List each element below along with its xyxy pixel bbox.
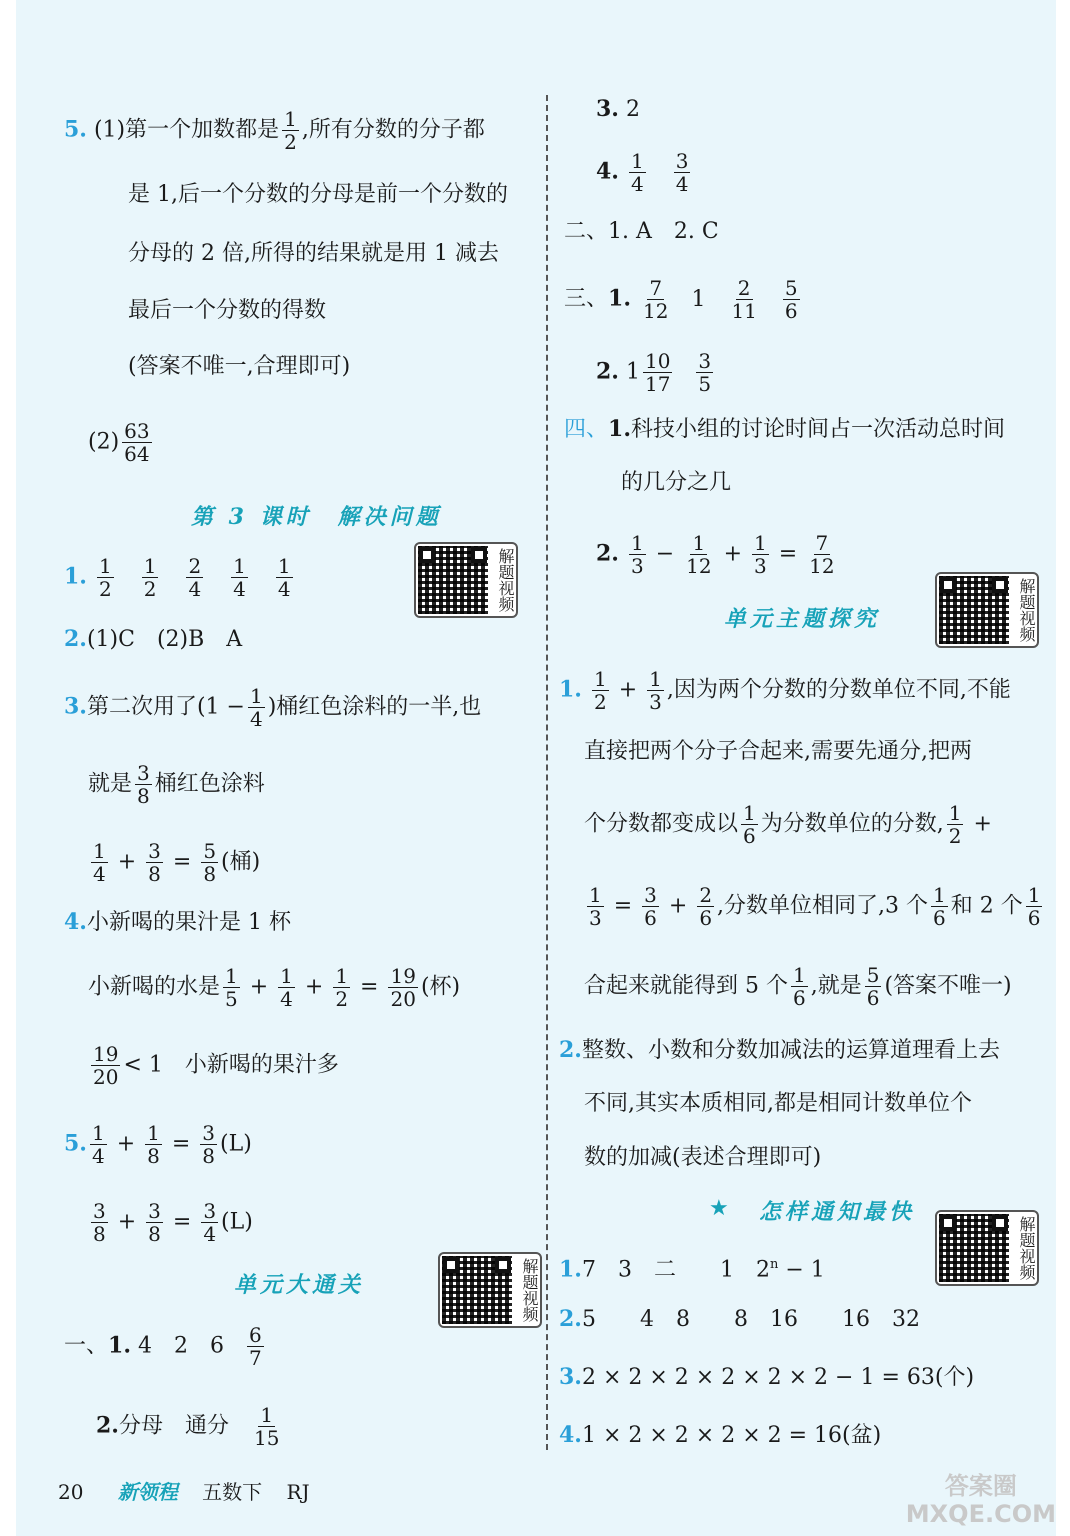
section-title-notify: 怎样通知最快: [759, 1199, 916, 1225]
qr-code-icon: [442, 1256, 512, 1324]
th-q2-line3: 数的加减(表述合理即可): [584, 1145, 822, 1170]
fraction: $\frac{1}{5}$: [225, 964, 238, 1011]
th-q2-line2: 不同,其实本质相同,都是相同计数单位个: [584, 1091, 972, 1116]
l3-q4-line1: 4.小新喝的果汁是 1 杯: [64, 909, 291, 935]
fraction: $\frac{2}{11}$: [731, 276, 757, 323]
qr-code-icon: [939, 576, 1009, 644]
l3-q3-line1: 3.第二次用了(1 − $\frac{1}{4}$ )桶红色涂料的一半,也: [64, 684, 482, 731]
l3-q5-eq2: $\frac{3}{8}$ + $\frac{3}{8}$ = $\frac{3}{4}$ (L): [93, 1199, 253, 1246]
q5-part1-line1: 5. (1)第一个加数都是 $\frac{1}{2}$ ,所有分数的分子都: [64, 107, 485, 154]
fraction: $\frac{1}{3}$: [589, 883, 602, 930]
fraction: $\frac{1}{3}$: [754, 531, 767, 578]
qr-code-icon: [418, 546, 488, 614]
fraction: $\frac{1}{15}$: [253, 1403, 280, 1450]
nt-q1: 1.7 3 二 1 $2^n - 1$: [559, 1256, 825, 1283]
q5-part1-note: (答案不唯一,合理即可): [128, 354, 351, 379]
fraction: $\frac{1}{3}$: [649, 667, 662, 714]
th-q1-line3: 个分数都变成以 $\frac{1}{6}$ 为分数单位的分数, $\frac{1}{2}$ +: [584, 801, 992, 848]
fraction: $\frac{1}{2}$: [593, 667, 607, 714]
fraction: $\frac{3}{6}$: [644, 883, 657, 930]
r-q3: 3. 2: [596, 96, 640, 122]
l3-q3-equation: $\frac{1}{4}$ + $\frac{3}{8}$ = $\frac{5}{8}$ (桶): [93, 839, 261, 886]
fraction: $\frac{3}{8}$: [93, 1199, 106, 1246]
fraction: $\frac{1}{4}$: [93, 839, 106, 886]
grade-label: 五数下: [202, 1480, 263, 1504]
fraction: $\frac{7}{12}$: [642, 276, 669, 323]
fraction: $\frac{3}{4}$: [675, 149, 689, 196]
fraction: $\frac{1}{4}$: [277, 554, 291, 601]
fraction: $\frac{3}{5}$: [698, 349, 712, 396]
l3-q4-line3: $\frac{19}{20}$ < 1 小新喝的果汁多: [93, 1042, 339, 1089]
th-q1-line5: 合起来就能得到 5 个 $\frac{1}{6}$ ,就是 $\frac{5}{6}$ (答案不唯一): [584, 963, 1012, 1010]
fraction: $\frac{1}{2}$: [143, 554, 157, 601]
answer-page: [16, 0, 1056, 1536]
r-section3-q1: 三、1. $\frac{7}{12}$ 1 $\frac{2}{11}$ $\frac{5}{6}$: [564, 276, 798, 323]
fraction: $\frac{5}{6}$: [784, 276, 798, 323]
fraction: $\frac{1}{6}$: [792, 963, 806, 1010]
nt-q2: 2.5 4 8 8 16 16 32: [559, 1306, 920, 1332]
fraction: $\frac{19}{20}$: [390, 964, 416, 1011]
fraction: $\frac{2}{6}$: [699, 883, 713, 930]
fraction: $\frac{3}{4}$: [203, 1199, 217, 1246]
fraction: $\frac{1}{4}$: [630, 149, 644, 196]
up-q2: 2.分母 通分 $\frac{1}{15}$: [96, 1403, 280, 1450]
qr-code-video[interactable]: 解题视频: [935, 572, 1039, 648]
r-section2: 二、1. A 2. C: [564, 219, 719, 244]
fraction: $\frac{5}{6}$: [866, 963, 880, 1010]
fraction: $\frac{1}{12}$: [686, 531, 712, 578]
fraction: $\frac{1}{2}$: [98, 554, 112, 601]
l3-q2: 2.(1)C (2)B A: [64, 626, 243, 652]
l3-q3-line2: 就是 $\frac{3}{8}$ 桶红色涂料: [88, 761, 265, 808]
fraction: $\frac{1}{6}$: [1027, 883, 1041, 930]
brand-name: 新领程: [117, 1480, 178, 1504]
th-q1-line4: $\frac{1}{3}$ = $\frac{3}{6}$ + $\frac{2}{6}$ ,分数单位相同了,3 个 $\frac{1}{6}$ 和 2 个 $\frac{1}{6}$: [589, 883, 1041, 930]
nt-q3: 3.2 × 2 × 2 × 2 × 2 × 2 − 1 = 63(个): [559, 1364, 975, 1390]
watermark: 答案圈 MXQE.COM: [905, 1472, 1056, 1528]
fraction: $\frac{1}{6}$: [933, 883, 946, 930]
star-icon: ★: [709, 1196, 729, 1221]
r-section4-q1-line1: 四、1.科技小组的讨论时间占一次活动总时间: [564, 416, 1005, 442]
fraction: $\frac{63}{64}$: [124, 419, 150, 466]
r-section4-q1-line2: 的几分之几: [621, 470, 732, 495]
q5-part1-line2: 是 1,后一个分数的分母是前一个分数的: [128, 182, 508, 207]
fraction: $\frac{3}{8}$: [148, 839, 161, 886]
fraction: $\frac{1}{4}$: [91, 1121, 105, 1168]
section-title-lesson3: 第 3 课时 解决问题: [191, 504, 442, 530]
l3-q5-eq1: 5. $\frac{1}{4}$ + $\frac{1}{8}$ = $\frac{3}{8}$ (L): [64, 1121, 252, 1168]
fraction: $\frac{1}{4}$: [280, 964, 293, 1011]
qr-code-icon: [939, 1214, 1009, 1282]
edition-label: RJ: [286, 1480, 310, 1504]
section-title-theme: 单元主题探究: [724, 606, 881, 632]
fraction: $\frac{2}{4}$: [188, 554, 202, 601]
right-column: [559, 0, 1056, 1460]
fraction: $\frac{6}{7}$: [248, 1323, 262, 1370]
nt-q4: 4.1 × 2 × 2 × 2 × 2 = 16(盆): [559, 1422, 882, 1448]
fraction: $\frac{1}{2}$: [948, 801, 962, 848]
fraction: $\frac{5}{8}$: [203, 839, 217, 886]
q5-part1-line3: 分母的 2 倍,所得的结果就是用 1 减去: [128, 241, 499, 266]
fraction: $\frac{1}{8}$: [147, 1121, 160, 1168]
qr-code-video[interactable]: 解题视频: [414, 542, 518, 618]
l3-q4-line2: 小新喝的水是 $\frac{1}{5}$ + $\frac{1}{4}$ + $\frac{1}{2}$ = $\frac{19}{20}$ (杯): [88, 964, 461, 1011]
section-title-notify-star: [709, 1192, 729, 1226]
fraction: $\frac{7}{12}$: [809, 531, 835, 578]
fraction: $\frac{1}{4}$: [249, 684, 263, 731]
r-section3-q2: 2. 1 $\frac{10}{17}$ $\frac{3}{5}$: [596, 349, 712, 396]
l3-q1: 1. $\frac{1}{2}$ $\frac{1}{2}$ $\frac{2}{4}$ $\frac{1}{4}$ $\frac{1}{4}$: [64, 554, 291, 601]
fraction: $\frac{19}{20}$: [93, 1042, 119, 1089]
left-column: [16, 0, 551, 1460]
page-footer: [58, 1476, 310, 1505]
th-q1-line1: 1. $\frac{1}{2}$ + $\frac{1}{3}$ ,因为两个分数的分数单位不同,不能: [559, 667, 1011, 714]
up-q1: 一、1. 4 2 6 $\frac{6}{7}$: [64, 1323, 262, 1370]
qr-code-video[interactable]: 解题视频: [935, 1210, 1039, 1286]
page-number: 20: [58, 1480, 84, 1504]
th-q1-line2: 直接把两个分子合起来,需要先通分,把两: [584, 739, 972, 764]
fraction: $\frac{1}{3}$: [630, 531, 644, 578]
fraction: $\frac{3}{8}$: [202, 1121, 216, 1168]
fraction: $\frac{1}{6}$: [743, 801, 756, 848]
r-q4: 4. $\frac{1}{4}$ $\frac{3}{4}$: [596, 149, 689, 196]
th-q2-line1: 2.整数、小数和分数加减法的运算道理看上去: [559, 1037, 1000, 1063]
fraction: $\frac{1}{4}$: [233, 554, 246, 601]
fraction: $\frac{10}{17}$: [644, 349, 671, 396]
fraction: $\frac{3}{8}$: [148, 1199, 161, 1246]
q5-part1-line4: 最后一个分数的得数: [128, 298, 327, 323]
section-title-unit-pass: 单元大通关: [234, 1272, 365, 1298]
fraction: $\frac{1}{2}$: [284, 107, 297, 154]
q5-part2: (2) $\frac{63}{64}$: [88, 419, 150, 466]
qr-code-video[interactable]: 解题视频: [438, 1252, 542, 1328]
fraction: $\frac{3}{8}$: [137, 761, 150, 808]
r-section4-q2: 2. $\frac{1}{3}$ − $\frac{1}{12}$ + $\frac{1}{3}$ = $\frac{7}{12}$: [596, 531, 835, 578]
fraction: $\frac{1}{2}$: [335, 964, 349, 1011]
